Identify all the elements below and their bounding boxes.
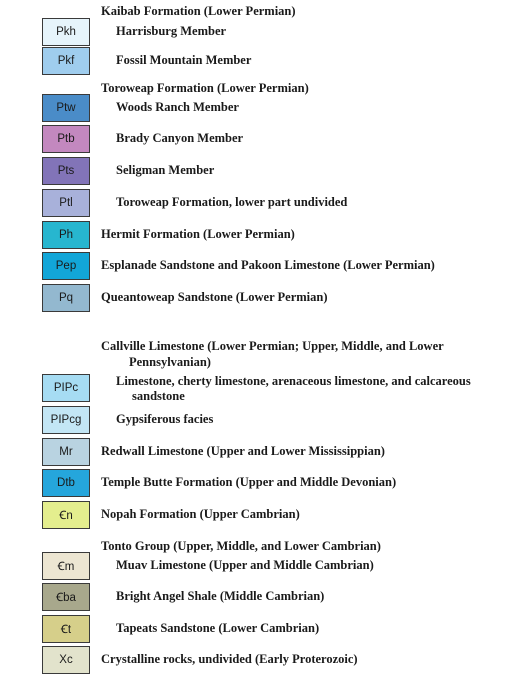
legend-entry-ph xyxy=(0,221,516,251)
heading-callville-limestone xyxy=(101,338,461,370)
legend-entry-pep xyxy=(0,252,516,282)
unit-swatch-cba: Ꞓba xyxy=(42,583,90,611)
unit-label-mr: Redwall Limestone (Upper and Lower Mississippian) xyxy=(101,444,385,458)
unit-label-pipc-line1: Limestone, cherty limestone, arenaceous limestone, and calcareous xyxy=(116,374,471,388)
unit-swatch-pkh: Pkh xyxy=(42,18,90,46)
legend-entry-ptw xyxy=(0,94,516,124)
unit-swatch-ptb: Ptb xyxy=(42,125,90,153)
unit-label-ptw: Woods Ranch Member xyxy=(116,100,239,114)
unit-label-pep: Esplanade Sandstone and Pakoon Limestone (Lower Permian) xyxy=(101,258,435,272)
heading-toroweap-formation: Toroweap Formation (Lower Permian) xyxy=(101,81,309,95)
unit-label-ph: Hermit Formation (Lower Permian) xyxy=(101,227,295,241)
unit-label-dtb: Temple Butte Formation (Upper and Middle Devonian) xyxy=(101,475,397,489)
unit-swatch-pq: Pq xyxy=(42,284,90,312)
legend-entry-ct xyxy=(0,615,516,645)
unit-swatch-ptw: Ptw xyxy=(42,94,90,122)
unit-label-pkh: Harrisburg Member xyxy=(116,24,227,38)
legend-entry-cm xyxy=(0,552,516,582)
unit-swatch-ct: Ꞓt xyxy=(42,615,90,643)
unit-label-cm: Muav Limestone (Upper and Middle Cambrian) xyxy=(116,558,374,572)
unit-label-pipcg: Gypsiferous facies xyxy=(116,412,214,426)
unit-label-ct: Tapeats Sandstone (Lower Cambrian) xyxy=(116,621,320,635)
heading-tonto-group: Tonto Group (Upper, Middle, and Lower Cambrian) xyxy=(101,539,381,553)
unit-label-pipc xyxy=(116,374,496,404)
unit-label-pts: Seligman Member xyxy=(116,163,215,177)
unit-swatch-ptl: Ptl xyxy=(42,189,90,217)
unit-swatch-pts: Pts xyxy=(42,157,90,185)
legend-entry-pipc xyxy=(0,374,516,404)
unit-swatch-cm: Ꞓm xyxy=(42,552,90,580)
legend-entry-pipcg xyxy=(0,406,516,436)
unit-swatch-pipcg: PIPcg xyxy=(42,406,90,434)
legend-entry-xc xyxy=(0,646,516,676)
heading-callville-line2: Pennsylvanian) xyxy=(129,355,211,369)
heading-kaibab-formation: Kaibab Formation (Lower Permian) xyxy=(101,4,296,18)
unit-swatch-xc: Xc xyxy=(42,646,90,674)
legend-entry-pq xyxy=(0,284,516,314)
legend-entry-cba xyxy=(0,583,516,613)
legend-entry-cn xyxy=(0,501,516,531)
unit-label-xc: Crystalline rocks, undivided (Early Proterozoic) xyxy=(101,652,358,666)
legend-entry-dtb xyxy=(0,469,516,499)
unit-label-cba: Bright Angel Shale (Middle Cambrian) xyxy=(116,589,325,603)
unit-swatch-mr: Mr xyxy=(42,438,90,466)
unit-swatch-ph: Ph xyxy=(42,221,90,249)
unit-swatch-cn: Ꞓn xyxy=(42,501,90,529)
unit-label-pq: Queantoweap Sandstone (Lower Permian) xyxy=(101,290,328,304)
legend-entry-ptb xyxy=(0,125,516,155)
unit-swatch-dtb: Dtb xyxy=(42,469,90,497)
unit-swatch-pipc: PIPc xyxy=(42,374,90,402)
legend-entry-pkh xyxy=(0,18,516,48)
unit-label-pipc-line2: sandstone xyxy=(132,389,185,403)
legend-entry-pkf xyxy=(0,47,516,77)
legend-entry-mr xyxy=(0,438,516,468)
unit-swatch-pep: Pep xyxy=(42,252,90,280)
legend-entry-ptl xyxy=(0,189,516,219)
unit-label-pkf: Fossil Mountain Member xyxy=(116,53,252,67)
unit-label-cn: Nopah Formation (Upper Cambrian) xyxy=(101,507,300,521)
heading-callville-line1: Callville Limestone (Lower Permian; Upper, Middle, and Lower xyxy=(101,339,444,353)
unit-swatch-pkf: Pkf xyxy=(42,47,90,75)
unit-label-ptb: Brady Canyon Member xyxy=(116,131,244,145)
legend-entry-pts xyxy=(0,157,516,187)
unit-label-ptl: Toroweap Formation, lower part undivided xyxy=(116,195,348,209)
